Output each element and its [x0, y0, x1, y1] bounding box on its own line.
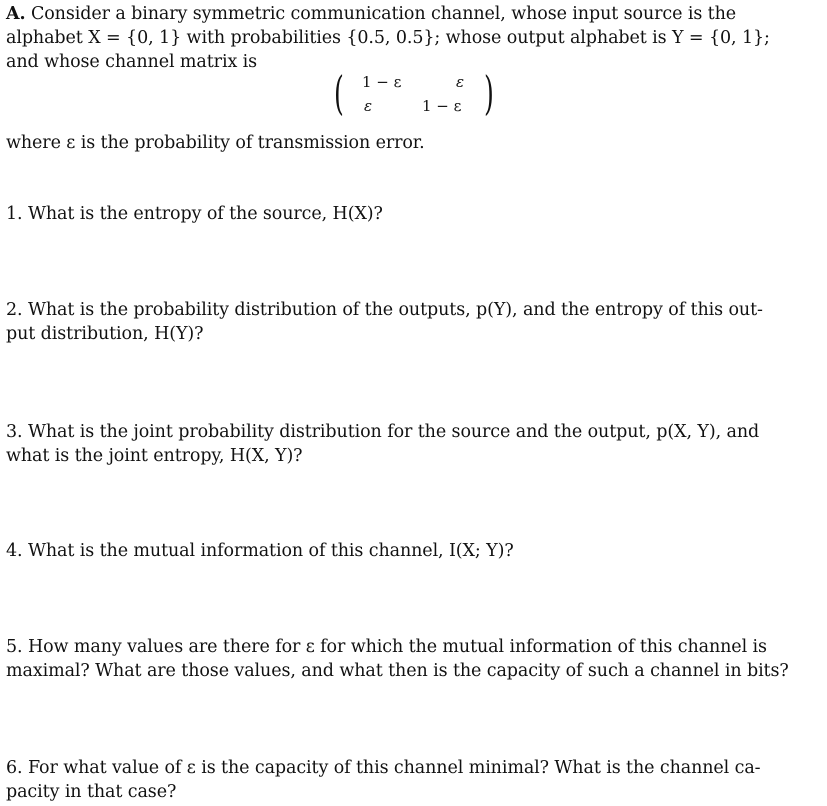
question-6-line-1: 6. For what value of ε is the capacity of this channel minimal? What is the channel ca- [6, 758, 761, 778]
question-1: 1. What is the entropy of the source, H(X)? [6, 204, 383, 224]
matrix-left-paren: ( [334, 66, 344, 120]
matrix-right-paren: ) [484, 66, 494, 120]
matrix-cell-r1c1: 1 − ε [362, 73, 402, 91]
matrix-cell-r1c2: ε [456, 73, 465, 91]
question-4: 4. What is the mutual information of this channel, I(X; Y)? [6, 541, 514, 561]
question-2-line-1: 2. What is the probability distribution of the outputs, p(Y), and the entropy of this out- [6, 300, 763, 320]
section-label: A. [6, 4, 26, 24]
intro-line-4: where ε is the probability of transmission error. [6, 133, 425, 153]
question-3-line-2: what is the joint entropy, H(X, Y)? [6, 446, 303, 466]
question-3-line-1: 3. What is the joint probability distribution for the source and the output, p(X, Y), and [6, 422, 760, 442]
matrix-cell-r2c1: ε [364, 97, 373, 115]
intro-line-2: alphabet X = {0, 1} with probabilities {0.5, 0.5}; whose output alphabet is Y = {0, 1}; [6, 28, 770, 48]
question-5-line-2: maximal? What are those values, and what then is the capacity of such a channel in bits? [6, 661, 789, 681]
channel-matrix [336, 68, 492, 122]
intro-line-1 [6, 2, 736, 26]
question-5-line-1: 5. How many values are there for ε for which the mutual information of this channel is [6, 637, 767, 657]
intro-text-1: Consider a binary symmetric communication channel, whose input source is the [30, 4, 737, 24]
question-6-line-2: pacity in that case? [6, 782, 177, 802]
intro-line-3: and whose channel matrix is [6, 52, 258, 72]
matrix-cell-r2c2: 1 − ε [422, 97, 462, 115]
question-2-line-2: put distribution, H(Y)? [6, 324, 204, 344]
